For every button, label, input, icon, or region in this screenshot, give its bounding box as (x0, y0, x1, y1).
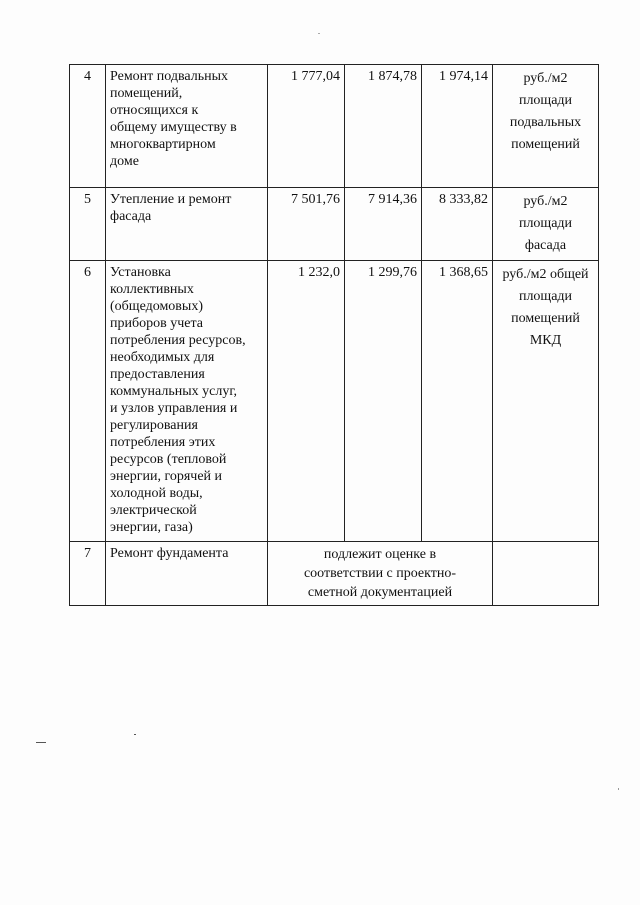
value-cell-2: 7 914,36 (345, 188, 422, 261)
tariff-table (69, 64, 599, 606)
value-cell-1: 1 232,0 (268, 261, 345, 542)
work-name: Утепление и ремонт фасада (110, 192, 232, 224)
work-name: Ремонт подвальных помещений, относящихся к общему имуществу в многоквартирном доме (110, 69, 237, 169)
scan-speck (36, 742, 46, 743)
work-name: Установка коллективных (общедомовых) приборов учета потребления ресурсов, необходимых для предоставления коммунальных услуг, и узлов управления и регулирования потребления этих ресурсов (тепловой энергии, горячей и холодной воды, электрической энергии, газа) (110, 265, 246, 535)
work-name-cell (106, 188, 268, 261)
value-cell-1: 7 501,76 (268, 188, 345, 261)
assessment-note: подлежит оценке в соответствии с проектно- сметной документацией (303, 547, 457, 600)
value-cell-2: 1 874,78 (345, 65, 422, 188)
scan-speck (134, 734, 136, 735)
row-number: 4 (70, 65, 106, 188)
unit-text: руб./м2 площади фасада (518, 194, 573, 253)
value-cell-1: 1 777,04 (268, 65, 345, 188)
unit-text: руб./м2 общей площади помещений МКД (502, 267, 589, 348)
value-cell-2: 1 299,76 (345, 261, 422, 542)
merged-value-cell (268, 542, 493, 606)
row-number: 6 (70, 261, 106, 542)
value-cell-3: 8 333,82 (422, 188, 493, 261)
scan-speck (318, 33, 320, 34)
unit-cell (493, 65, 599, 188)
unit-cell (493, 542, 599, 606)
value-cell-3: 1 974,14 (422, 65, 493, 188)
scan-speck (618, 788, 619, 790)
work-name: Ремонт фундамента (110, 546, 229, 561)
unit-text: руб./м2 площади подвальных помещений (509, 71, 582, 152)
row-number: 7 (70, 542, 106, 606)
table-row (70, 65, 599, 188)
table-row (70, 261, 599, 542)
work-name-cell (106, 261, 268, 542)
work-name-cell (106, 542, 268, 606)
table-row (70, 542, 599, 606)
unit-cell (493, 188, 599, 261)
table-row (70, 188, 599, 261)
work-name-cell (106, 65, 268, 188)
row-number: 5 (70, 188, 106, 261)
value-cell-3: 1 368,65 (422, 261, 493, 542)
unit-cell (493, 261, 599, 542)
